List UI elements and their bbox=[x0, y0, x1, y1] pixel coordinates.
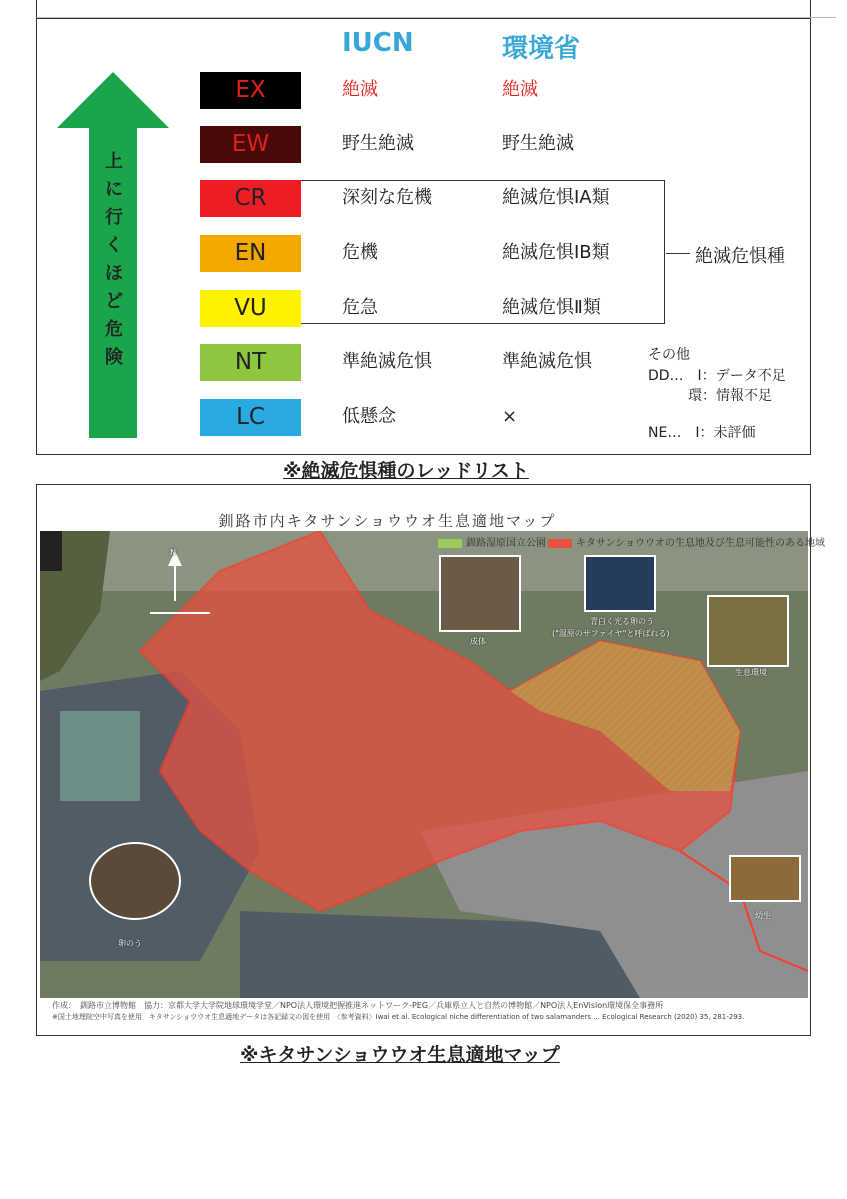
north-label: N bbox=[170, 548, 176, 557]
legend-habitat-swatch bbox=[548, 539, 572, 548]
photo-label-habitat: 生息環境 bbox=[735, 668, 767, 677]
moe-label-en: 絶滅危惧ⅠB類 bbox=[502, 242, 610, 263]
moe-label-ew: 野生絶滅 bbox=[502, 133, 574, 154]
photo-label-egg-sub: ("湿原のサファイヤ"と呼ばれる) bbox=[552, 629, 670, 638]
iucn-label-vu: 危急 bbox=[342, 297, 378, 318]
page-top-frame bbox=[36, 0, 811, 18]
arrow-label-char: ほ bbox=[105, 263, 123, 284]
category-badge-cr: CR bbox=[200, 180, 301, 217]
photo-label-eggsac: 卵のう bbox=[118, 939, 142, 948]
map-title: 釧路市内キタサンショウウオ生息適地マップ bbox=[218, 512, 557, 530]
map-credits-2: ※国土地理院空中写真を使用 キタサンショウウオ生息適地データは各記録文の図を使用 〈参考資料〉Iwai et al. Ecological niche differentiation of two salamanders ... Ecological Research (2020) 35, 281-293. bbox=[52, 1013, 745, 1021]
arrow-label-char: く bbox=[105, 235, 123, 256]
other-title: その他 bbox=[648, 347, 690, 363]
egg-photo bbox=[585, 556, 655, 611]
category-badge-lc: LC bbox=[200, 399, 301, 436]
category-badge-en: EN bbox=[200, 235, 301, 272]
moe-label-nt: 準絶滅危惧 bbox=[502, 351, 592, 372]
arrow-label-char: 行 bbox=[105, 207, 123, 228]
larva-photo bbox=[730, 856, 800, 901]
legend-habitat bbox=[548, 534, 825, 549]
photo-label-adult: 成体 bbox=[470, 637, 486, 646]
moe-label-cr: 絶滅危惧ⅠA類 bbox=[502, 187, 610, 208]
eggsac-photo bbox=[90, 843, 180, 919]
iucn-label-lc: 低懸念 bbox=[342, 406, 396, 427]
moe-header: 環境省 bbox=[502, 34, 581, 64]
map-credits-1: 作成： 釧路市立博物館 協力：京都大学大学院地球環境学堂／NPO法人環境把握推進ネットワーク-PEG／兵庫県立人と自然の博物館／NPO法人EnVision環境保全事務所 bbox=[52, 1001, 664, 1010]
bracket-connector bbox=[666, 253, 690, 254]
category-badge-nt: NT bbox=[200, 344, 301, 381]
dd-line1: DD… I：データ不足 bbox=[648, 368, 786, 384]
arrow-label-char: 危 bbox=[105, 319, 123, 340]
iucn-label-ex: 絶滅 bbox=[342, 79, 378, 100]
caption-map: ※キタサンショウウオ生息適地マップ bbox=[240, 1044, 560, 1066]
arrow-label-char: 険 bbox=[105, 347, 123, 368]
arrow-label bbox=[102, 148, 126, 372]
legend-habitat-label: キタサンショウウオの生息地及び生息可能性のある地域 bbox=[576, 538, 825, 549]
photo-label-egg: 青白く光る卵のう bbox=[590, 617, 654, 626]
category-badge-ew: EW bbox=[200, 126, 301, 163]
category-badge-vu: VU bbox=[200, 290, 301, 327]
moe-label-ex: 絶滅 bbox=[502, 79, 538, 100]
iucn-label-cr: 深刻な危機 bbox=[342, 187, 432, 208]
threatened-bracket bbox=[301, 180, 665, 324]
ne-line: NE… I：未評価 bbox=[648, 425, 756, 441]
legend-park bbox=[438, 534, 546, 549]
caption-redlist: ※絶滅危惧種のレッドリスト bbox=[283, 460, 529, 482]
page-top-rule bbox=[810, 17, 836, 18]
adult-photo bbox=[440, 556, 520, 631]
legend-park-label: 釧路湿原国立公園 bbox=[466, 538, 546, 549]
arrow-label-char: に bbox=[105, 179, 123, 200]
iucn-label-ew: 野生絶滅 bbox=[342, 133, 414, 154]
habitat-map bbox=[40, 531, 808, 998]
category-badge-ex: EX bbox=[200, 72, 301, 109]
dd-line2: 環：情報不足 bbox=[688, 388, 772, 404]
habitat-photo bbox=[708, 596, 788, 666]
arrow-label-char: 上 bbox=[105, 151, 123, 172]
photo-label-larva: 幼生 bbox=[755, 911, 771, 920]
iucn-label-en: 危機 bbox=[342, 242, 378, 263]
threatened-label: 絶滅危惧種 bbox=[695, 246, 785, 267]
legend-park-swatch bbox=[438, 539, 462, 548]
moe-label-vu: 絶滅危惧Ⅱ類 bbox=[502, 297, 601, 318]
iucn-header: IUCN bbox=[342, 28, 414, 58]
iucn-label-nt: 準絶滅危惧 bbox=[342, 351, 432, 372]
arrow-label-char: ど bbox=[105, 291, 123, 312]
moe-label-lc: × bbox=[502, 406, 518, 427]
